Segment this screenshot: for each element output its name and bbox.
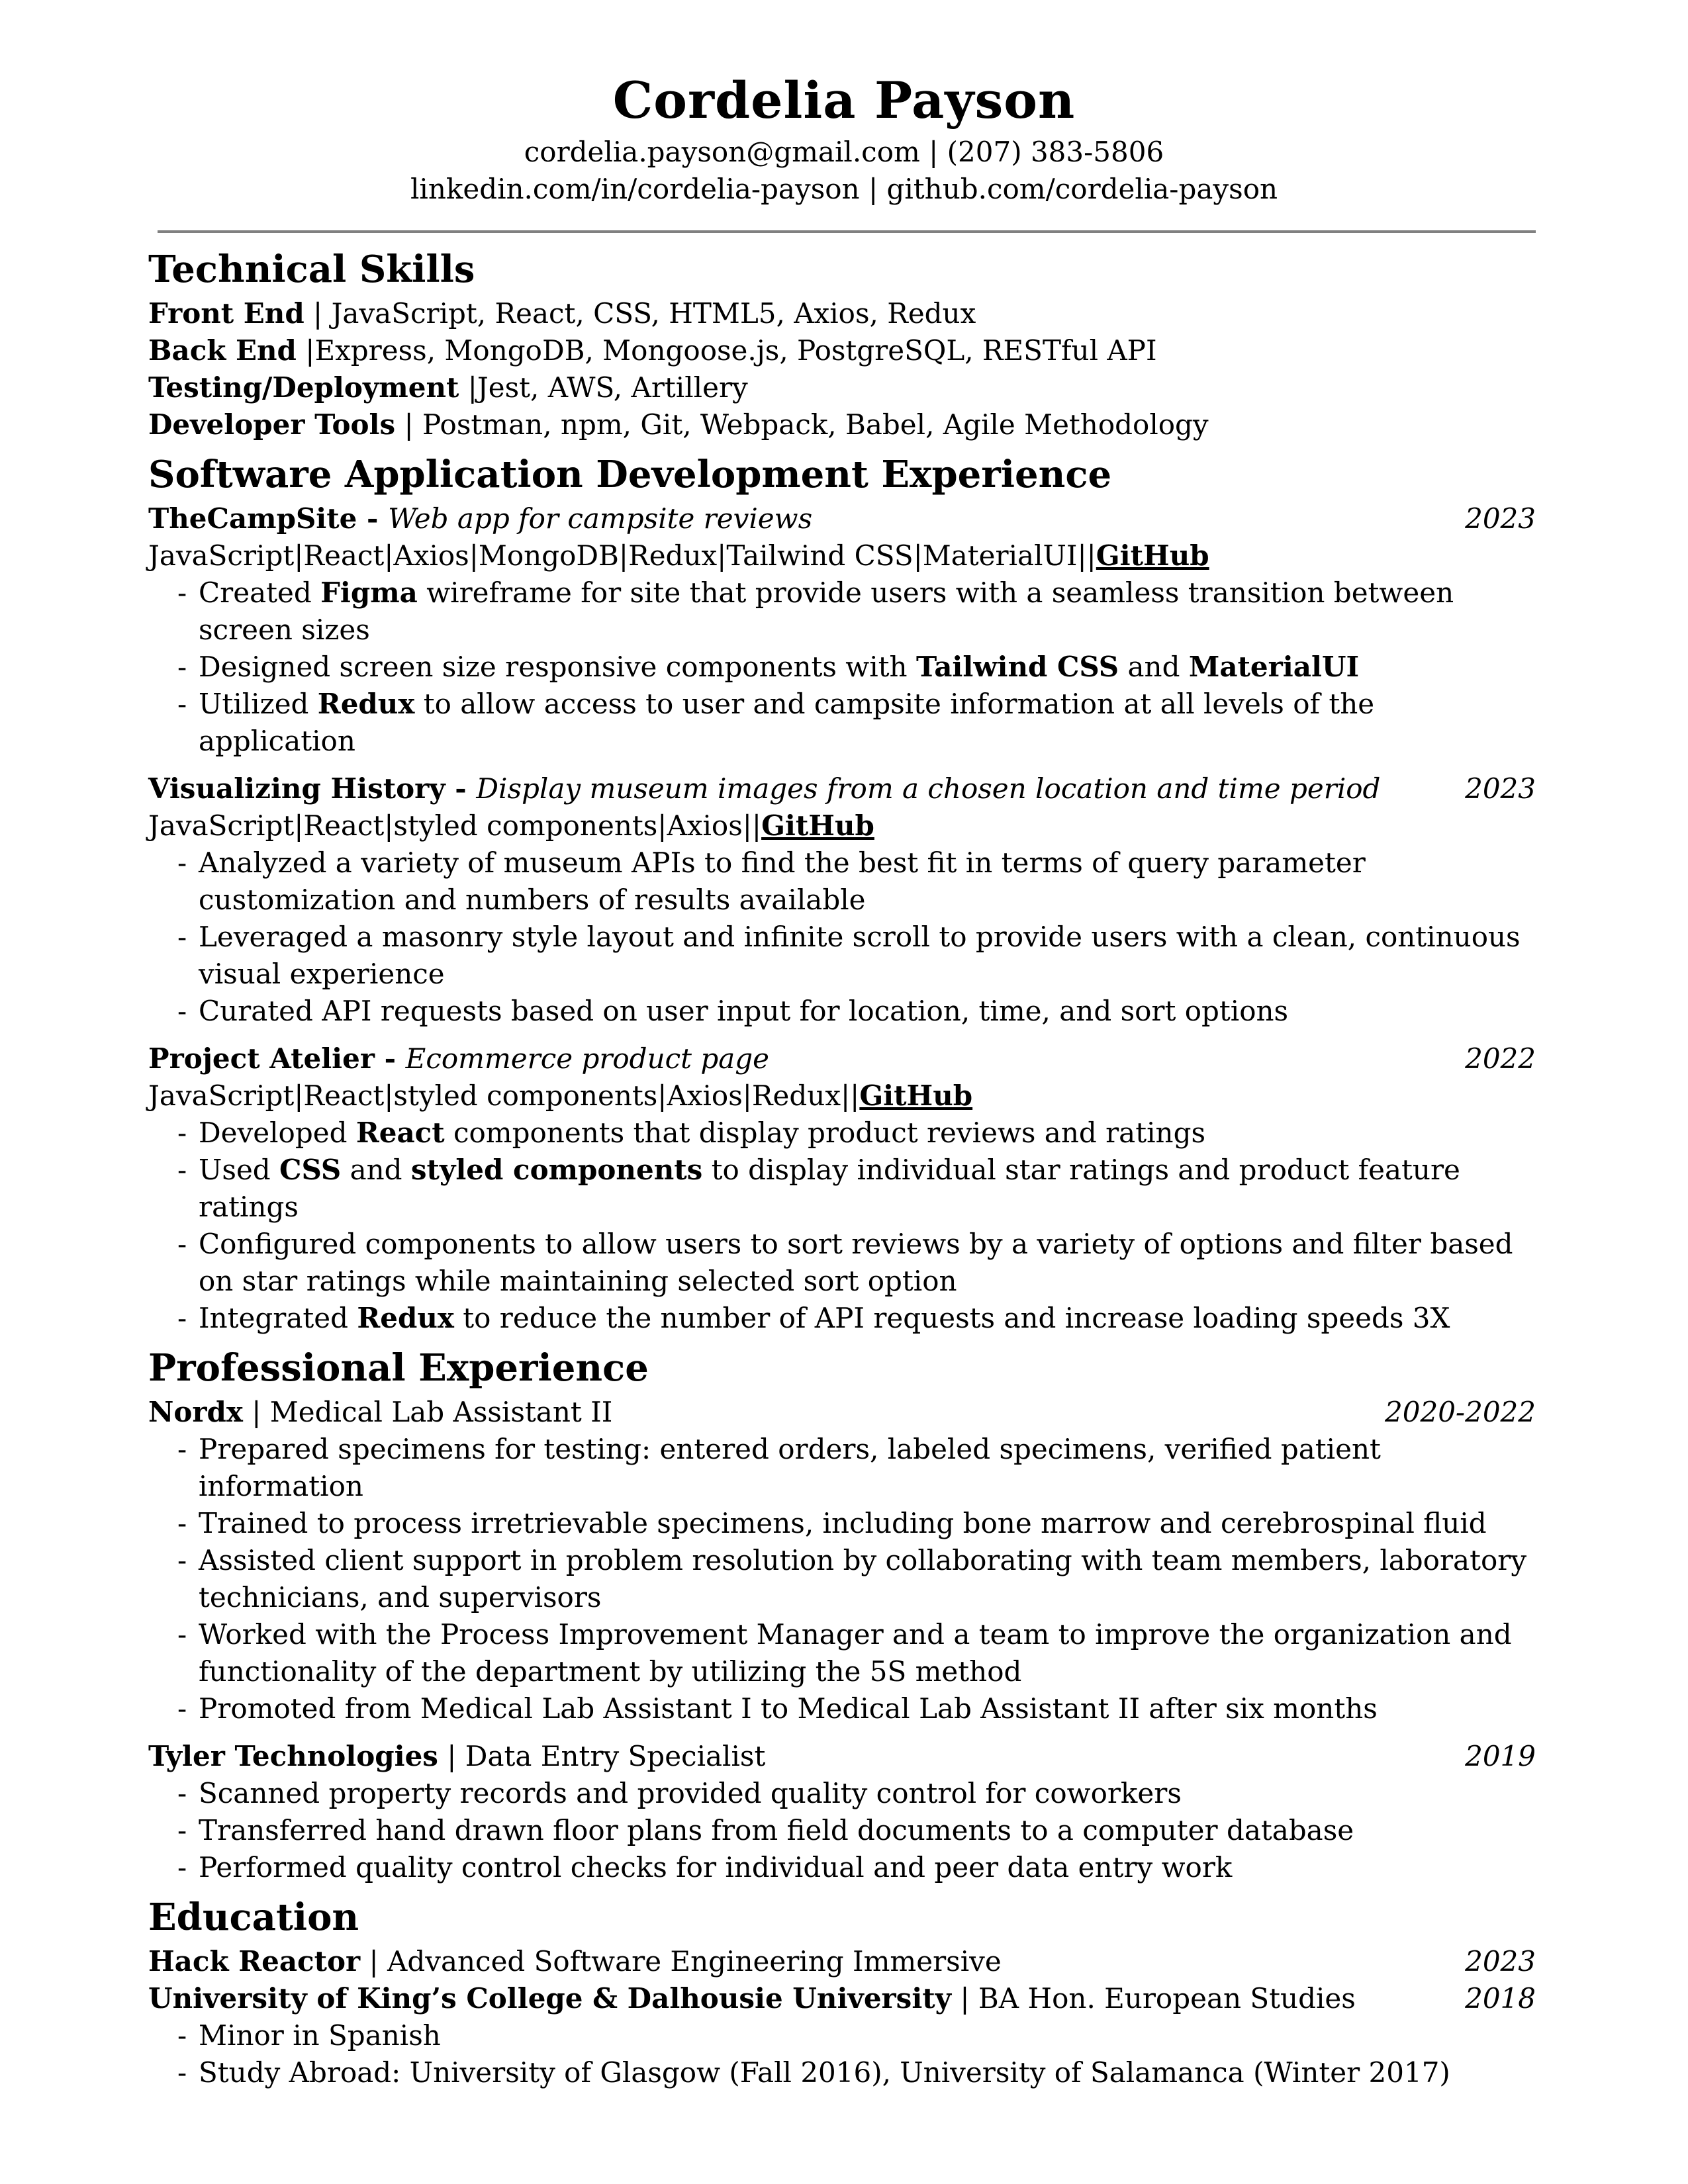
- bullet-item: - Curated API requests based on user input for location, time, and sort options: [177, 995, 1289, 1027]
- project-bullets: [148, 574, 1536, 760]
- bullet-item: - Used CSS and styled components to display individual star ratings and product feature ratings: [177, 1154, 1460, 1223]
- bullet-item: - Designed screen size responsive components with Tailwind CSS and MaterialUI: [177, 651, 1360, 683]
- project-year: 2023: [1465, 502, 1536, 535]
- project-name: Visualizing History: [148, 772, 445, 805]
- project-stack: [148, 1077, 1536, 1115]
- skill-label: Front End: [148, 297, 305, 330]
- school-name: University of King’s College & Dalhousie University: [148, 1982, 952, 2015]
- job-years: 2020-2022: [1385, 1396, 1536, 1428]
- tech-stack: JavaScript|React|styled components|Axios||: [148, 809, 762, 842]
- bullet-item: - Worked with the Process Improvement Manager and a team to improve the organization and functionality of the department by utilizing the 5S method: [177, 1618, 1512, 1688]
- company-name: Nordx: [148, 1396, 243, 1428]
- project-bullets: [148, 1115, 1536, 1337]
- education-entry: [148, 1943, 1536, 1980]
- section-title-skills: Technical Skills: [148, 248, 475, 291]
- section-title-software: Software Application Development Experience: [148, 453, 1112, 496]
- skill-row: [148, 295, 1536, 332]
- job-bullets: [148, 1775, 1536, 1886]
- skill-row: [148, 369, 1536, 406]
- contact-line-email-phone: cordelia.payson@gmail.com | (207) 383-5806: [524, 136, 1164, 168]
- project-entry: [148, 1040, 1536, 1337]
- project-heading: [148, 1040, 1536, 1077]
- resume-body: [148, 238, 1536, 2091]
- education-year: 2023: [1465, 1945, 1536, 1978]
- project-year: 2023: [1465, 772, 1536, 805]
- project-description: Ecommerce product page: [405, 1042, 770, 1075]
- tech-stack: JavaScript|React|styled components|Axios|Redux||: [148, 1079, 860, 1112]
- bullet-item: - Leveraged a masonry style layout and infinite scroll to provide users with a clean, continuous visual experience: [177, 921, 1521, 990]
- job-heading: [148, 1394, 1536, 1431]
- job-entry: [148, 1394, 1536, 1727]
- skill-row: [148, 332, 1536, 369]
- bullet-item: - Created Figma wireframe for site that provide users with a seamless transition between screen sizes: [177, 576, 1454, 646]
- github-link[interactable]: GitHub: [859, 1079, 973, 1112]
- job-entry: [148, 1738, 1536, 1886]
- bullet-item: - Analyzed a variety of museum APIs to find the best fit in terms of query parameter customization and numbers of results available: [177, 846, 1366, 916]
- company-name: Tyler Technologies: [148, 1740, 438, 1772]
- section-title-education: Education: [148, 1895, 359, 1939]
- project-entry: [148, 770, 1536, 1030]
- bullet-item: - Integrated Redux to reduce the number of API requests and increase loading speeds 3X: [177, 1302, 1450, 1334]
- skill-label: Testing/Deployment: [148, 371, 459, 404]
- skill-label: Developer Tools: [148, 408, 396, 441]
- skill-separator: |: [304, 297, 332, 330]
- bullet-item: - Assisted client support in problem resolution by collaborating with team members, laboratory technicians, and supervisors: [177, 1544, 1527, 1614]
- section-professional-experience: [148, 1342, 1536, 1886]
- job-heading: [148, 1738, 1536, 1775]
- resume-header: [0, 68, 1688, 208]
- job-years: 2019: [1465, 1740, 1536, 1772]
- project-dash: -: [357, 502, 389, 535]
- bullet-item: - Trained to process irretrievable specimens, including bone marrow and cerebrospinal fluid: [177, 1507, 1487, 1539]
- section-software-experience: [148, 449, 1536, 1337]
- education-year: 2018: [1465, 1982, 1536, 2015]
- job-role: | Medical Lab Assistant II: [242, 1396, 613, 1428]
- project-name: Project Atelier: [148, 1042, 375, 1075]
- skill-label: Back End: [148, 334, 297, 367]
- section-title-professional: Professional Experience: [148, 1346, 649, 1390]
- project-heading: [148, 770, 1536, 807]
- skill-separator: |: [459, 371, 477, 404]
- education-entry: [148, 1980, 1536, 2017]
- bullet-item: - Study Abroad: University of Glasgow (Fall 2016), University of Salamanca (Winter 2017): [177, 2056, 1450, 2089]
- skill-values: Jest, AWS, Artillery: [477, 371, 748, 404]
- skill-separator: |: [296, 334, 315, 367]
- contact-line-links: linkedin.com/in/cordelia-payson | github.com/cordelia-payson: [410, 173, 1278, 205]
- project-stack: [148, 807, 1536, 844]
- bullet-item: - Scanned property records and provided quality control for coworkers: [177, 1777, 1182, 1809]
- education-bullets: [148, 2017, 1536, 2091]
- project-dash: -: [374, 1042, 406, 1075]
- skill-separator: |: [395, 408, 422, 441]
- project-heading: [148, 500, 1536, 537]
- project-stack: [148, 537, 1536, 574]
- tech-stack: JavaScript|React|Axios|MongoDB|Redux|Tailwind CSS|MaterialUI||: [148, 539, 1096, 572]
- candidate-name: Cordelia Payson: [612, 71, 1076, 130]
- github-link[interactable]: GitHub: [761, 809, 874, 842]
- skill-values: JavaScript, React, CSS, HTML5, Axios, Redux: [331, 297, 976, 330]
- bullet-item: - Configured components to allow users to sort reviews by a variety of options and filter based on star ratings while maintaining selected sort option: [177, 1228, 1513, 1297]
- school-name: Hack Reactor: [148, 1945, 361, 1978]
- github-link[interactable]: GitHub: [1096, 539, 1209, 572]
- section-education: [148, 1891, 1536, 2091]
- header-divider: [158, 230, 1536, 233]
- project-name: TheCampSite: [148, 502, 357, 535]
- project-bullets: [148, 844, 1536, 1030]
- bullet-item: - Promoted from Medical Lab Assistant I to Medical Lab Assistant II after six months: [177, 1692, 1378, 1725]
- skill-values: Postman, npm, Git, Webpack, Babel, Agile Methodology: [422, 408, 1209, 441]
- bullet-item: - Prepared specimens for testing: entered orders, labeled specimens, verified patient information: [177, 1433, 1381, 1502]
- project-description: Display museum images from a chosen location and time period: [476, 772, 1381, 805]
- project-description: Web app for campsite reviews: [388, 502, 813, 535]
- project-dash: -: [445, 772, 477, 805]
- bullet-item: - Developed React components that display product reviews and ratings: [177, 1116, 1206, 1149]
- bullet-item: - Utilized Redux to allow access to user and campsite information at all levels of the application: [177, 688, 1375, 757]
- program-detail: | BA Hon. European Studies: [951, 1982, 1356, 2015]
- skill-row: [148, 406, 1536, 443]
- job-role: | Data Entry Specialist: [438, 1740, 766, 1772]
- bullet-item: - Transferred hand drawn floor plans from field documents to a computer database: [177, 1814, 1354, 1846]
- job-bullets: [148, 1431, 1536, 1727]
- skill-values: Express, MongoDB, Mongoose.js, PostgreSQL, RESTful API: [314, 334, 1157, 367]
- program-detail: | Advanced Software Engineering Immersive: [360, 1945, 1002, 1978]
- project-entry: [148, 500, 1536, 760]
- bullet-item: - Minor in Spanish: [177, 2019, 441, 2052]
- project-year: 2022: [1465, 1042, 1536, 1075]
- bullet-item: - Performed quality control checks for individual and peer data entry work: [177, 1851, 1233, 1884]
- section-technical-skills: [148, 244, 1536, 443]
